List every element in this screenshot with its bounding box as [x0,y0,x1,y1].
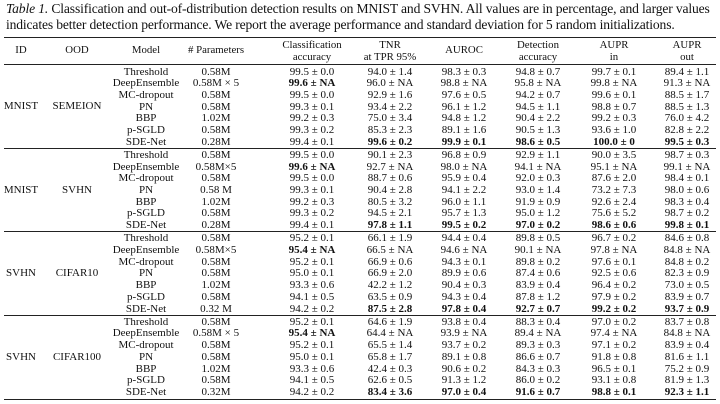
header-classification-accuracy: accuracy [292,50,332,63]
model-name-cell: SDE-Net [125,385,167,398]
model-name-cell: PN [138,267,154,280]
group-ood-label: CIFAR10 [55,267,99,280]
value-cell-aupr-in: 96.5 ± 0.1 [591,362,637,375]
params-cell: 0.58M×5 [195,244,237,256]
model-name-cell: BBP [135,195,157,208]
model-name-cell: Threshold [123,315,169,328]
value-cell-detection-accuracy: 88.3 ± 0.4 [515,315,561,328]
header-ood: OOD [65,44,89,56]
value-cell-auroc: 96.0 ± 1.1 [441,195,487,208]
value-cell-tnr: 66.1 ± 1.9 [367,232,413,245]
value-cell-aupr-in: 92.5 ± 0.6 [591,267,637,280]
params-cell: 1.02M [201,195,231,208]
value-cell-aupr-out: 84.8 ± NA [663,327,711,340]
value-cell-classification-accuracy: 99.2 ± 0.3 [289,195,335,208]
value-cell-classification-accuracy: 94.2 ± 0.2 [289,302,335,315]
value-cell-tnr: 66.9 ± 0.6 [367,255,413,268]
value-cell-aupr-in: 90.0 ± 3.5 [591,148,637,161]
value-cell-detection-accuracy: 87.4 ± 0.6 [515,267,561,280]
value-cell-tnr: 99.6 ± 0.2 [367,135,413,148]
params-cell: 0.58M [201,100,231,113]
model-name-cell: DeepEnsemble [112,160,180,173]
value-cell-aupr-in: 95.1 ± NA [590,160,638,173]
value-cell-aupr-in: 97.1 ± 0.2 [591,339,637,352]
value-cell-aupr-out: 73.0 ± 0.5 [664,279,710,292]
value-cell-auroc: 93.8 ± 0.4 [441,315,487,328]
params-cell: 0.28M [201,219,231,232]
value-cell-classification-accuracy: 99.4 ± 0.1 [289,219,335,232]
value-cell-detection-accuracy: 92.0 ± 0.3 [515,172,561,185]
value-cell-aupr-in: 75.6 ± 5.2 [591,207,637,220]
model-name-cell: PN [138,100,154,113]
model-name-cell: Threshold [123,232,169,245]
group-ood-label: CIFAR100 [52,350,102,363]
value-cell-aupr-in: 98.8 ± 0.7 [591,100,637,113]
value-cell-detection-accuracy: 89.8 ± 0.2 [515,255,561,268]
value-cell-tnr: 90.4 ± 2.8 [367,184,413,196]
params-cell: 0.58M [201,148,231,161]
params-cell: 0.58M [201,339,231,352]
value-cell-aupr-out: 99.8 ± 0.1 [664,219,710,232]
value-cell-aupr-in: 97.6 ± 0.1 [591,255,637,268]
value-cell-classification-accuracy: 95.2 ± 0.1 [289,339,335,352]
value-cell-aupr-in: 100.0 ± 0 [593,135,635,148]
value-cell-aupr-out: 75.2 ± 0.9 [664,362,710,375]
value-cell-classification-accuracy: 95.2 ± 0.1 [289,315,335,328]
value-cell-tnr: 92.7 ± NA [366,160,414,173]
group-id-label: MNIST [3,100,39,113]
params-cell: 0.58M [201,207,231,220]
value-cell-tnr: 97.8 ± 1.1 [367,219,413,232]
bottom-rule [4,399,716,400]
group-ood-label: SEMEION [52,100,102,113]
params-cell: 0.58M [201,267,231,280]
value-cell-aupr-in: 73.2 ± 7.3 [591,184,637,196]
value-cell-tnr: 87.5 ± 2.8 [367,302,413,315]
value-cell-aupr-out: 98.4 ± 0.1 [664,172,710,185]
value-cell-tnr: 75.0 ± 3.4 [367,112,413,125]
header-params: # Parameters [187,44,245,56]
params-cell: 0.58M [201,65,231,78]
value-cell-classification-accuracy: 99.5 ± 0.0 [289,65,335,78]
value-cell-auroc: 98.0 ± NA [440,160,488,173]
value-cell-detection-accuracy: 92.7 ± 0.7 [515,302,561,315]
value-cell-tnr: 94.0 ± 1.4 [367,65,413,78]
value-cell-classification-accuracy: 99.3 ± 0.1 [289,184,335,196]
value-cell-auroc: 94.8 ± 1.2 [441,112,487,125]
header-model: Model [131,44,161,56]
value-cell-detection-accuracy: 86.0 ± 0.2 [515,374,561,387]
value-cell-detection-accuracy: 89.4 ± NA [514,327,562,340]
model-name-cell: p-SGLD [127,124,165,136]
value-cell-aupr-in: 96.4 ± 0.2 [591,279,637,292]
params-cell: 0.58M × 5 [192,327,240,340]
value-cell-aupr-in: 92.6 ± 2.4 [591,195,637,208]
value-cell-classification-accuracy: 95.2 ± 0.1 [289,232,335,245]
value-cell-aupr-in: 98.8 ± 0.1 [591,385,637,398]
value-cell-aupr-in: 99.2 ± 0.3 [591,112,637,125]
value-cell-classification-accuracy: 99.3 ± 0.1 [289,100,335,113]
value-cell-aupr-out: 93.7 ± 0.9 [664,302,710,315]
header-detection-accuracy: Detection [517,39,559,51]
value-cell-detection-accuracy: 95.0 ± 1.2 [515,207,561,220]
value-cell-aupr-out: 84.8 ± 0.2 [664,255,710,268]
value-cell-aupr-out: 92.3 ± 1.1 [664,385,710,398]
value-cell-auroc: 89.1 ± 1.6 [441,124,487,136]
value-cell-aupr-in: 93.1 ± 0.8 [591,374,637,387]
value-cell-detection-accuracy: 83.9 ± 0.4 [515,279,561,292]
value-cell-tnr: 64.4 ± NA [366,327,414,340]
params-cell: 0.58M [201,232,231,245]
value-cell-tnr: 85.3 ± 2.3 [367,124,413,136]
value-cell-detection-accuracy: 90.1 ± NA [514,244,562,256]
value-cell-detection-accuracy: 89.8 ± 0.5 [515,232,561,245]
top-rule [4,37,716,38]
value-cell-classification-accuracy: 95.4 ± NA [288,244,336,256]
value-cell-detection-accuracy: 94.5 ± 1.1 [515,100,561,113]
value-cell-aupr-out: 98.3 ± 0.4 [664,195,710,208]
header-detection-accuracy: accuracy [518,50,558,63]
value-cell-classification-accuracy: 93.3 ± 0.6 [289,279,335,292]
table-caption [6,1,714,32]
value-cell-auroc: 97.0 ± 0.4 [441,385,487,398]
value-cell-aupr-in: 96.7 ± 0.2 [591,232,637,245]
model-name-cell: MC-dropout [118,255,174,268]
model-name-cell: DeepEnsemble [112,77,180,90]
value-cell-aupr-in: 99.2 ± 0.2 [591,302,637,315]
value-cell-auroc: 95.7 ± 1.3 [441,207,487,220]
value-cell-detection-accuracy: 89.3 ± 0.3 [515,339,561,352]
value-cell-tnr: 62.6 ± 0.5 [367,374,413,387]
header-tnr: TNR [379,39,401,51]
value-cell-auroc: 94.6 ± NA [440,244,488,256]
value-cell-auroc: 98.3 ± 0.3 [441,65,487,78]
group-id-label: MNIST [3,183,39,196]
value-cell-auroc: 96.1 ± 1.2 [441,100,487,113]
value-cell-classification-accuracy: 95.4 ± NA [288,327,336,340]
value-cell-detection-accuracy: 87.8 ± 1.2 [515,290,561,303]
value-cell-aupr-out: 82.3 ± 0.9 [664,267,710,280]
value-cell-auroc: 93.7 ± 0.2 [441,339,487,352]
params-cell: 0.58M [201,88,231,101]
value-cell-aupr-out: 76.0 ± 4.2 [664,112,710,125]
value-cell-auroc: 89.9 ± 0.6 [441,267,487,280]
value-cell-auroc: 99.5 ± 0.2 [441,219,487,232]
value-cell-aupr-in: 97.0 ± 0.2 [591,315,637,328]
value-cell-aupr-in: 97.8 ± NA [590,244,638,256]
value-cell-detection-accuracy: 84.3 ± 0.3 [515,362,561,375]
value-cell-tnr: 92.9 ± 1.6 [367,88,413,101]
value-cell-detection-accuracy: 86.6 ± 0.7 [515,350,561,363]
value-cell-tnr: 64.6 ± 1.9 [367,315,413,328]
model-name-cell: MC-dropout [118,172,174,185]
value-cell-detection-accuracy: 90.4 ± 2.2 [515,112,561,125]
header-aupr-in: AUPR [599,39,629,51]
model-name-cell: SDE-Net [125,302,167,315]
value-cell-classification-accuracy: 99.6 ± NA [288,160,336,173]
value-cell-auroc: 89.1 ± 0.8 [441,350,487,363]
value-cell-classification-accuracy: 99.3 ± 0.2 [289,207,335,220]
value-cell-tnr: 42.4 ± 0.3 [367,362,413,375]
value-cell-classification-accuracy: 99.4 ± 0.1 [289,135,335,148]
value-cell-detection-accuracy: 91.9 ± 0.9 [515,195,561,208]
value-cell-aupr-in: 97.4 ± NA [590,327,638,340]
value-cell-tnr: 66.9 ± 2.0 [367,267,413,280]
model-name-cell: DeepEnsemble [112,327,180,340]
value-cell-tnr: 65.8 ± 1.7 [367,350,413,363]
model-name-cell: SDE-Net [125,135,167,148]
params-cell: 0.58M×5 [195,160,237,173]
value-cell-detection-accuracy: 92.9 ± 1.1 [515,148,561,161]
model-name-cell: PN [138,184,154,196]
header-auroc: AUROC [445,44,483,56]
params-cell: 0.58M [201,290,231,303]
value-cell-aupr-in: 91.8 ± 0.8 [591,350,637,363]
value-cell-aupr-in: 87.6 ± 2.0 [591,172,637,185]
value-cell-auroc: 94.3 ± 0.4 [441,290,487,303]
model-name-cell: MC-dropout [118,88,174,101]
value-cell-detection-accuracy: 94.2 ± 0.7 [515,88,561,101]
params-cell: 0.58M [201,255,231,268]
model-name-cell: Threshold [123,65,169,78]
value-cell-aupr-out: 84.8 ± NA [663,244,711,256]
group-id-label: SVHN [6,350,36,363]
params-cell: 0.28M [201,135,231,148]
value-cell-detection-accuracy: 91.6 ± 0.7 [515,385,561,398]
header-aupr-out: AUPR [672,39,702,51]
params-cell: 0.58M [201,124,231,136]
value-cell-auroc: 93.9 ± NA [440,327,488,340]
header-classification-accuracy: Classification [282,39,342,51]
value-cell-tnr: 83.4 ± 3.6 [367,385,413,398]
caption-text: Classification and out-of-distribution detection results on MNIST and SVHN. All values are in percentage, and larger values indicates better detection performance. We report the average performance and standard deviation for 5 random initializations. [6,1,710,32]
value-cell-aupr-out: 82.8 ± 2.2 [664,124,710,136]
params-cell: 0.58M [201,315,231,328]
value-cell-aupr-out: 91.3 ± NA [663,77,711,90]
group-id-label: SVHN [6,267,36,280]
value-cell-aupr-out: 83.7 ± 0.8 [664,315,710,328]
value-cell-aupr-out: 88.5 ± 1.7 [664,88,710,101]
group-ood-label: SVHN [62,183,92,196]
value-cell-tnr: 90.1 ± 2.3 [367,148,413,161]
params-cell: 0.58 M [200,184,232,196]
value-cell-tnr: 94.5 ± 2.1 [367,207,413,220]
value-cell-auroc: 90.6 ± 0.2 [441,362,487,375]
params-cell: 0.32M [201,385,231,398]
value-cell-aupr-out: 83.9 ± 0.7 [664,290,710,303]
value-cell-auroc: 94.4 ± 0.4 [441,232,487,245]
value-cell-auroc: 95.9 ± 0.4 [441,172,487,185]
value-cell-classification-accuracy: 99.3 ± 0.2 [289,124,335,136]
model-name-cell: p-SGLD [127,374,165,387]
value-cell-aupr-in: 93.6 ± 1.0 [591,124,637,136]
value-cell-aupr-out: 89.4 ± 1.1 [664,65,710,78]
params-cell: 1.02M [201,362,231,375]
value-cell-classification-accuracy: 99.5 ± 0.0 [289,172,335,185]
value-cell-tnr: 65.5 ± 1.4 [367,339,413,352]
model-name-cell: p-SGLD [127,290,165,303]
value-cell-classification-accuracy: 99.6 ± NA [288,77,336,90]
value-cell-auroc: 98.8 ± NA [440,77,488,90]
value-cell-auroc: 97.8 ± 0.4 [441,302,487,315]
header-id: ID [15,44,27,56]
value-cell-detection-accuracy: 93.0 ± 1.4 [515,184,561,196]
params-cell: 1.02M [201,112,231,125]
value-cell-classification-accuracy: 99.2 ± 0.3 [289,112,335,125]
value-cell-aupr-out: 84.6 ± 0.8 [664,232,710,245]
value-cell-tnr: 96.0 ± NA [366,77,414,90]
params-cell: 1.02M [201,279,231,292]
value-cell-tnr: 80.5 ± 3.2 [367,195,413,208]
value-cell-aupr-out: 98.0 ± 0.6 [664,184,710,196]
params-cell: 0.58M × 5 [192,77,240,90]
value-cell-classification-accuracy: 95.2 ± 0.1 [289,255,335,268]
value-cell-detection-accuracy: 95.8 ± NA [514,77,562,90]
header-aupr-out: out [680,50,694,63]
value-cell-detection-accuracy: 98.6 ± 0.5 [515,135,561,148]
value-cell-auroc: 99.9 ± 0.1 [441,135,487,148]
params-cell: 0.58M [201,374,231,387]
model-name-cell: p-SGLD [127,207,165,220]
value-cell-auroc: 91.3 ± 1.2 [441,374,487,387]
value-cell-classification-accuracy: 95.0 ± 0.1 [289,267,335,280]
value-cell-classification-accuracy: 99.5 ± 0.0 [289,148,335,161]
value-cell-aupr-in: 98.6 ± 0.6 [591,219,637,232]
value-cell-tnr: 93.4 ± 2.2 [367,100,413,113]
model-name-cell: BBP [135,279,157,292]
value-cell-classification-accuracy: 99.5 ± 0.0 [289,88,335,101]
model-name-cell: PN [138,350,154,363]
model-name-cell: SDE-Net [125,219,167,232]
value-cell-aupr-out: 81.9 ± 1.3 [664,374,710,387]
value-cell-aupr-out: 98.7 ± 0.3 [664,148,710,161]
value-cell-aupr-in: 99.7 ± 0.1 [591,65,637,78]
model-name-cell: Threshold [123,148,169,161]
model-name-cell: MC-dropout [118,339,174,352]
value-cell-detection-accuracy: 94.8 ± 0.7 [515,65,561,78]
value-cell-aupr-out: 88.5 ± 1.3 [664,100,710,113]
caption-label: Table 1. [6,1,49,16]
value-cell-tnr: 42.2 ± 1.2 [367,279,413,292]
results-table [4,37,716,401]
model-name-cell: DeepEnsemble [112,244,180,256]
model-name-cell: BBP [135,112,157,125]
value-cell-tnr: 88.7 ± 0.6 [367,172,413,185]
header-aupr-in: in [609,50,619,63]
value-cell-aupr-in: 99.8 ± NA [590,77,638,90]
value-cell-tnr: 63.5 ± 0.9 [367,290,413,303]
value-cell-auroc: 90.4 ± 0.3 [441,279,487,292]
model-name-cell: BBP [135,362,157,375]
value-cell-auroc: 97.6 ± 0.5 [441,88,487,101]
value-cell-aupr-in: 97.9 ± 0.2 [591,290,637,303]
value-cell-classification-accuracy: 94.1 ± 0.5 [289,290,335,303]
params-cell: 0.58M [201,172,231,185]
value-cell-classification-accuracy: 94.1 ± 0.5 [289,374,335,387]
value-cell-tnr: 66.5 ± NA [366,244,414,256]
value-cell-classification-accuracy: 94.2 ± 0.2 [289,385,335,398]
value-cell-aupr-out: 81.6 ± 1.1 [664,350,710,363]
value-cell-aupr-out: 99.5 ± 0.3 [664,135,710,148]
value-cell-detection-accuracy: 97.0 ± 0.2 [515,219,561,232]
value-cell-detection-accuracy: 94.1 ± NA [514,160,562,173]
value-cell-aupr-out: 98.7 ± 0.2 [664,207,710,220]
value-cell-auroc: 94.1 ± 2.2 [441,184,487,196]
header-tnr: at TPR 95% [363,50,417,63]
value-cell-auroc: 96.8 ± 0.9 [441,148,487,161]
value-cell-classification-accuracy: 93.3 ± 0.6 [289,362,335,375]
value-cell-aupr-out: 99.1 ± NA [663,160,711,173]
value-cell-aupr-out: 83.9 ± 0.4 [664,339,710,352]
params-cell: 0.32 M [200,302,232,315]
value-cell-auroc: 94.3 ± 0.1 [441,255,487,268]
value-cell-aupr-in: 99.6 ± 0.1 [591,88,637,101]
value-cell-classification-accuracy: 95.0 ± 0.1 [289,350,335,363]
value-cell-detection-accuracy: 90.5 ± 1.3 [515,124,561,136]
params-cell: 0.58M [201,350,231,363]
